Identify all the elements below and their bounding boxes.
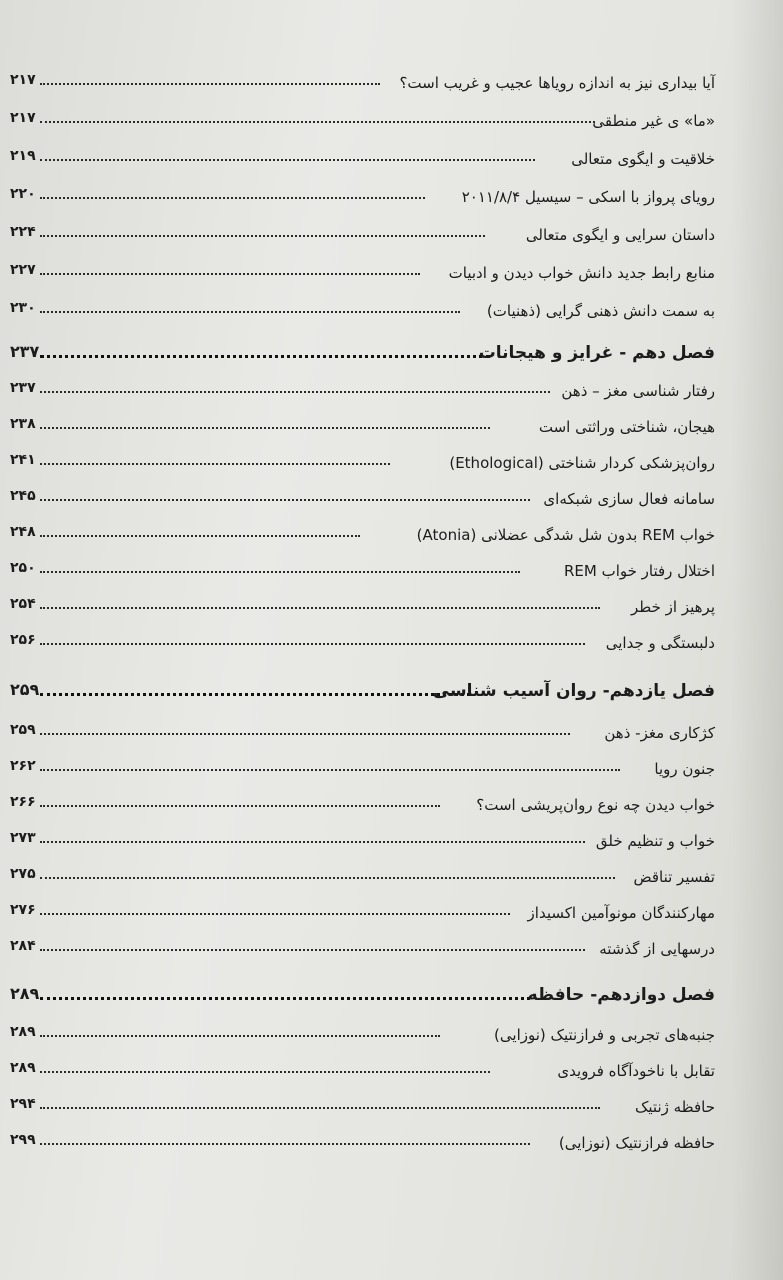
toc-entry: [10, 866, 715, 906]
toc-entry: [10, 224, 715, 264]
toc-entry-title: خواب REM بدون شل شدگی عضلانی (Atonia): [416, 526, 715, 544]
toc-entry-title: جنبه‌های تجربی و فرازنتیک (نوزایی): [494, 1026, 715, 1044]
toc-entry-title: «ما» ی غیر منطقی: [592, 112, 715, 130]
toc-entry: [10, 72, 715, 112]
toc-chapter-heading: [10, 682, 715, 722]
toc-entry-title: حافظه ژنتیک: [634, 1098, 715, 1116]
toc-dot-leader: [40, 805, 440, 807]
toc-page-number: ۲۵۹: [10, 722, 36, 738]
toc-dot-leader: [40, 1107, 600, 1109]
toc-dot-leader: [40, 463, 390, 465]
toc-page-number: ۲۵۰: [10, 560, 36, 576]
toc-dot-leader: [40, 311, 460, 313]
toc-page-number: ۲۴۸: [10, 524, 36, 540]
toc-dot-leader: [40, 693, 470, 696]
toc-dot-leader: [40, 913, 510, 915]
toc-entry: [10, 1060, 715, 1100]
toc-page-number: ۲۱۹: [10, 148, 36, 164]
toc-page-number: ۲۶۶: [10, 794, 36, 810]
toc-page-number: ۲۸۹: [10, 1060, 36, 1076]
toc-entry-title: آیا بیداری نیز به اندازه رویاها عجیب و غریب است؟: [399, 74, 715, 92]
toc-entry-title: رفتار شناسی مغز – ذهن: [561, 382, 715, 400]
toc-entry: [10, 262, 715, 302]
toc-dot-leader: [40, 643, 585, 645]
toc-entry: [10, 300, 715, 340]
toc-dot-leader: [40, 499, 530, 501]
toc-entry: [10, 380, 715, 420]
toc-chapter-heading: [10, 344, 715, 384]
toc-entry: [10, 794, 715, 834]
toc-page-number: ۲۶۲: [10, 758, 36, 774]
toc-page-number: ۲۲۰: [10, 186, 36, 202]
toc-page-number: ۲۷۳: [10, 830, 36, 846]
toc-dot-leader: [40, 1071, 490, 1073]
toc-entry: [10, 524, 715, 564]
toc-dot-leader: [40, 997, 530, 1000]
toc-entry-title: سامانه فعال سازی شبکه‌ای: [543, 490, 715, 508]
toc-page-number: ۲۹۴: [10, 1096, 36, 1112]
toc-dot-leader: [40, 877, 615, 879]
toc-page-number: ۲۲۴: [10, 224, 36, 240]
toc-page-number: ۲۸۹: [10, 1024, 36, 1040]
toc-page-number: ۲۳۷: [10, 380, 36, 396]
toc-entry-title: رویای پرواز با اسکی – سیسیل ۲۰۱۱/۸/۴: [461, 188, 715, 206]
toc-page-number: ۲۲۷: [10, 262, 36, 278]
toc-page-number: ۲۷۵: [10, 866, 36, 882]
toc-page-number: ۲۵۴: [10, 596, 36, 612]
toc-dot-leader: [40, 733, 570, 735]
toc-dot-leader: [40, 355, 490, 358]
toc-entry: [10, 596, 715, 636]
toc-entry-title: پرهیز از خطر: [631, 598, 715, 616]
toc-dot-leader: [40, 769, 620, 771]
toc-page-number: ۲۴۵: [10, 488, 36, 504]
toc-entry: [10, 722, 715, 762]
toc-entry: [10, 1096, 715, 1136]
toc-dot-leader: [40, 197, 425, 199]
toc-entry-title: خلاقیت و ایگوی متعالی: [571, 150, 715, 168]
toc-page-number: ۲۳۰: [10, 300, 36, 316]
toc-entry-title: به سمت دانش ذهنی گرایی (ذهنیات): [486, 302, 715, 320]
toc-entry-title: هیجان، شناختی وراثتی است: [538, 418, 715, 436]
toc-dot-leader: [40, 391, 550, 393]
toc-entry: [10, 488, 715, 528]
toc-dot-leader: [40, 535, 360, 537]
toc-entry-title: خواب و تنظیم خلق: [595, 832, 715, 850]
toc-dot-leader: [40, 235, 485, 237]
toc-entry: [10, 110, 715, 150]
toc-entry-title: داستان سرایی و ایگوی متعالی: [525, 226, 715, 244]
toc-entry: [10, 758, 715, 798]
toc-page-number: ۲۸۴: [10, 938, 36, 954]
toc-entry-title: حافظه فرازنتیک (نوزایی): [558, 1134, 715, 1152]
toc-page-number: ۲۱۷: [10, 72, 36, 88]
toc-chapter-heading: [10, 986, 715, 1026]
toc-entry-title: درسهایی از گذشته: [599, 940, 715, 958]
toc-dot-leader: [40, 427, 490, 429]
toc-entry: [10, 416, 715, 456]
toc-dot-leader: [40, 121, 595, 123]
toc-page-number: ۲۸۹: [10, 984, 40, 1003]
toc-entry: [10, 938, 715, 978]
toc-page-number: ۲۳۷: [10, 342, 40, 361]
toc-dot-leader: [40, 1143, 530, 1145]
toc-page-number: ۲۴۱: [10, 452, 36, 468]
toc-entry: [10, 1024, 715, 1064]
toc-entry: [10, 632, 715, 672]
toc-entry-title: مهارکنندگان مونوآمین اکسیداز: [527, 904, 715, 922]
toc-entry-title: تفسیر تناقض: [633, 868, 715, 886]
toc-entry-title: خواب دیدن چه نوع روان‌پریشی است؟: [476, 796, 715, 814]
toc-entry: [10, 1132, 715, 1172]
toc-dot-leader: [40, 83, 380, 85]
toc-entry: [10, 186, 715, 226]
toc-entry: [10, 830, 715, 870]
toc-dot-leader: [40, 159, 535, 161]
toc-chapter-title: فصل دهم - غرایز و هیجانات: [478, 343, 715, 363]
toc-entry: [10, 560, 715, 600]
toc-entry-title: تقابل با ناخودآگاه فرویدی: [557, 1062, 715, 1080]
toc-page-number: ۲۹۹: [10, 1132, 36, 1148]
toc-dot-leader: [40, 273, 420, 275]
toc-chapter-title: فصل یازدهم- روان آسیب شناسی: [432, 681, 715, 701]
toc-entry-title: جنون رویا: [654, 760, 715, 778]
toc-entry-title: کژکاری مغز- ذهن: [604, 724, 715, 742]
toc-entry-title: روان‌پزشکی کردار شناختی (Ethological): [449, 454, 715, 472]
toc-entry-title: دلبستگی و جدایی: [605, 634, 715, 652]
toc-page-number: ۲۵۶: [10, 632, 36, 648]
toc-chapter-title: فصل دوازدهم- حافظه: [527, 985, 715, 1005]
toc-page-number: ۲۱۷: [10, 110, 36, 126]
toc-entry-title: منابع رابط جدید دانش خواب دیدن و ادبیات: [448, 264, 715, 282]
toc-page-number: ۲۵۹: [10, 680, 40, 699]
toc-page-number: ۲۳۸: [10, 416, 36, 432]
toc-dot-leader: [40, 607, 600, 609]
toc-dot-leader: [40, 1035, 440, 1037]
toc-dot-leader: [40, 949, 585, 951]
toc-entry: [10, 148, 715, 188]
toc-entry: [10, 902, 715, 942]
toc-dot-leader: [40, 841, 585, 843]
toc-entry: [10, 452, 715, 492]
toc-dot-leader: [40, 571, 520, 573]
toc-entry-title: اختلال رفتار خواب REM: [563, 562, 715, 580]
toc-page-number: ۲۷۶: [10, 902, 36, 918]
